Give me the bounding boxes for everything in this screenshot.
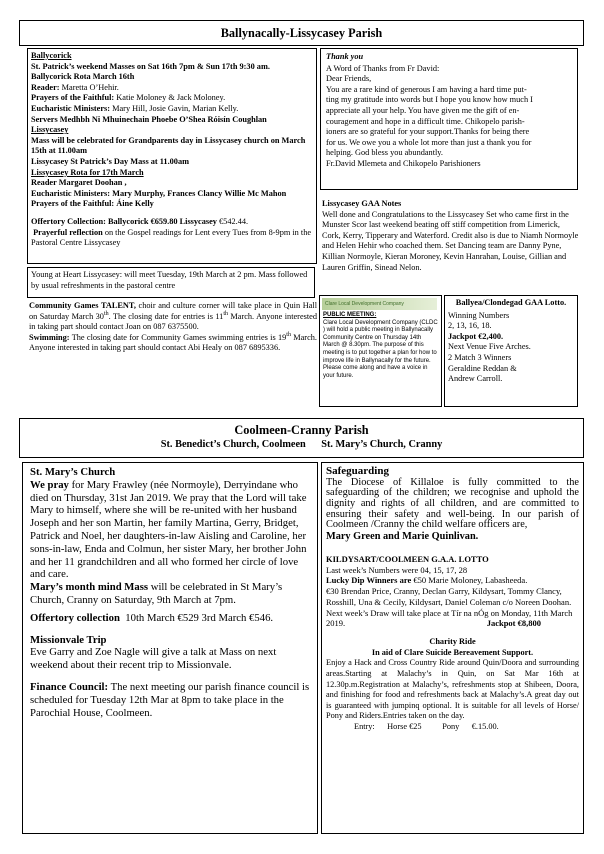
ballynacally-notices <box>28 49 316 251</box>
community-games-swimming <box>29 333 317 354</box>
missionvale-heading: Missionvale Trip <box>30 633 107 646</box>
ballycorick-servers: Servers Medhbh Ni Mhuinechain Phoebe O’Shea Róisín Coughlan <box>31 114 267 124</box>
clare-development-box <box>319 295 442 407</box>
charity-ride-subheading: In aid of Clare Suicide Bereavement Support. <box>371 647 534 657</box>
winners-30: €30 Brendan Price, Cranny, Declan Garry, Kildysart, Tommy Clancy, Rosshill, Una & Cecily, Kildysart, Daniel Coleman c/o Noreen Doohan. <box>326 586 572 607</box>
coolmeen-subtitle: St. Benedict’s Church, Coolmeen St. Mary’s Church, Cranny <box>160 439 443 450</box>
lucky-dip <box>326 575 579 586</box>
grandparents-mass: Mass will be celebrated for Grandparents day in Lissycasey church on March 15th at 11.00am <box>31 135 306 156</box>
public-meeting-heading: PUBLIC MEETING: <box>323 312 377 318</box>
ballycorick-rota: Ballycorick Rota March 16th <box>31 72 135 82</box>
lissycasey-reader: Reader Margaret Doohan , <box>31 178 127 188</box>
lissycasey-rota: Lissycasey Rota for 17th March <box>31 167 144 177</box>
community-games <box>29 301 317 407</box>
talent-label: Community Games TALENT, <box>29 301 136 310</box>
ballyea-lotto-line: Andrew Carroll. <box>448 374 503 384</box>
prayerful-label: Prayerful reflection <box>33 227 103 237</box>
we-pray-label: We pray <box>30 478 69 491</box>
prayers-names: Katie Moloney & Jack Moloney. <box>116 93 226 103</box>
young-at-heart-box <box>27 267 315 298</box>
talent-text: . The closing date for entries is 11 <box>108 311 224 321</box>
swimming-label: Swimming: <box>29 332 70 342</box>
lucky-dip-label: Lucky Dip Winners are <box>326 575 412 586</box>
talent-sup: th <box>103 310 109 317</box>
we-pray-text: for Mary Frawley (née Normoyle), Derryindane who died on Thursday, 31st Jan 2019. We pray that the Lord will take Mary to himself, where she will be re-united with her husband Joseph and her son Martin, her family Martina, Gerry, Bridget, Patrick and Noel, her daughters-in-law Aisling and Caroline, her sons-in-law, Enda and Colmun, her sister Mary, her brother John and her 11 grandchildren and all who formed her circle of love and care. <box>30 478 307 581</box>
swimming-text: The closing date for Community Games swimming entries is 19 <box>71 332 287 342</box>
offertory-coolmeen <box>30 612 311 625</box>
gaa-notes <box>322 199 580 291</box>
ballyea-lotto-line: 2 Match 3 Winners <box>448 352 512 362</box>
reader-label: Reader: <box>31 82 60 92</box>
finance-label: Finance Council: <box>30 680 109 693</box>
thank-you-heading: Thank you <box>326 52 364 61</box>
welfare-officers: Mary Green and Marie Quinlivan. <box>326 531 479 543</box>
offertory-coolmeen-label: Offertory collection <box>30 611 120 624</box>
stpatricks-mass: Lissycasey St Patrick’s Day Mass at 11.00am <box>31 156 190 166</box>
reader-name: Maretta O’Hehir. <box>61 82 119 92</box>
coolmeen-title-box <box>19 418 584 458</box>
swimming-sup: th <box>286 332 291 339</box>
missionvale-text: Eve Garry and Zoe Nagle will give a talk at Mass on next weekend about their recent trip to Missionvale. <box>30 646 277 672</box>
finance-text: The next meeting our parish finance council is scheduled for Tuesday 12th Mar at 8pm to take place in the Parochial House, Coolmeen. <box>30 680 310 719</box>
ballyea-lotto-line: Winning Numbers <box>448 310 510 320</box>
month-mind-label: Mary’s month mind Mass <box>30 581 149 594</box>
lissycasey-prayers: Prayers of the Faithful: Áine Kelly <box>31 199 154 209</box>
ministers-names: Mary Hill, Josie Gavin, Marian Kelly. <box>112 103 239 113</box>
safeguarding-box <box>321 462 584 834</box>
kildysart-lotto-title: KILDYSART/COOLMEEN G.A.A. LOTTO <box>326 553 489 564</box>
st-marys-heading: St. Mary’s Church <box>30 466 116 478</box>
talent-text: choir and culture corner will take place in Quin Hall on Saturday March 30 <box>29 301 317 321</box>
st-marys-box <box>22 462 318 834</box>
thank-you-line: ioners are so grateful for your support.Thanks for being there <box>326 127 530 137</box>
ballyea-lotto-title: Ballyea/Clondegad GAA Lotto. <box>455 298 567 307</box>
ballyea-lotto-line: 2, 13, 16, 18. <box>448 321 492 331</box>
lotto-numbers: Last week’s Numbers were 04, 15, 17, 28 <box>326 564 468 575</box>
thank-you-line: ting my gratitude into words but I hope you know how much I <box>326 95 533 105</box>
public-meeting-text: Clare Local Development Company (CLDC ) will hold a public meeting in Ballynacally Community Centre on Thursday 14th March @ 8.30pm. The purpose of this meeting is to put together a plan for how to improve life in Ballynacally for the future. Please come along and have a voice in your future. <box>323 319 438 379</box>
charity-ride-heading: Charity Ride <box>429 637 476 647</box>
community-games-talent <box>29 301 317 333</box>
offertory-coolmeen-text: 10th March €529 3rd March €546. <box>125 611 274 624</box>
logo-text: Clare Local Development Company <box>325 301 404 307</box>
finance-council <box>30 681 311 719</box>
offertory-collection <box>31 217 313 228</box>
ballycorick-heading: Ballycorick <box>31 51 72 60</box>
safeguarding-text: The Diocese of Killaloe is fully committed to the safeguarding of the children; we recognise and uphold the dignity and rights of all children, and are committed to ensuring their safety and well-being. In our parish of Coolmeen /Cranny the child welfare officers are, <box>326 476 579 531</box>
thank-you-line: helping. God bless you abundantly. <box>326 148 443 158</box>
coolmeen-title: Coolmeen-Cranny Parish <box>234 423 369 437</box>
we-pray <box>30 479 311 581</box>
gaa-notes-text: Well done and Congratulations to the Lissycasey Set who came first in the Munster Scor last weekend beating off stiff competition from Limerick, Cork, Kerry, Tipperary and Waterford. Credit also is due to Niamh Normoyle and Helen Hehir who coached them. Set Dancing team are Danny Pyne, Killian Normoyle, Kieran Moroney, Kevin Hanrahan, Louise, Gillian and Lauren Griffin, Sinead Nelon. <box>322 209 579 272</box>
ballyea-lotto-line: Jackpot €2,400. <box>448 331 504 341</box>
prayerful-reflection <box>31 228 313 249</box>
swimming-text: March. Anyone interested in taking part should contact Abi Healy on 087 6895336. <box>29 332 317 353</box>
thank-you-line: couragement and hope in a difficult time. Chikopelo parish- <box>326 116 525 126</box>
thank-you-line: A Word of Thanks from Fr David: <box>326 63 440 73</box>
thank-you-line: Fr.David Mlemeta and Chikopelo Parishioners <box>326 158 481 168</box>
gaa-notes-heading: Lissycasey GAA Notes <box>322 199 402 208</box>
ballynacally-title: Ballynacally-Lissycasey Parish <box>220 26 383 40</box>
lucky-dip-text: €50 Marie Moloney, Labasheeda. <box>413 575 528 586</box>
ballycorick-reader <box>31 83 313 94</box>
prayers-label: Prayers of the Faithful: <box>31 93 115 103</box>
ballyea-lotto-box <box>444 295 578 407</box>
talent-text: March. Anyone interested in taking part should contact Joan on 087 6375500. <box>29 311 317 332</box>
thank-you-line: Dear Friends, <box>326 74 372 84</box>
ballyea-lotto-line: Next Venue Five Arches. <box>448 342 531 352</box>
safeguarding-heading: Safeguarding <box>326 465 389 477</box>
charity-ride-text: Enjoy a Hack and Cross Country Ride around Quin/Doora and surrounding areas.Starting at Malachy’s in Quin, on Sat Mar 16th at 12.30p.m.Registration at Malachy’s, refreshments stop at Shibeen, Doora, and finishing for food and refreshments back at Malachy’s.A great day out is guaranteed with jumpinq optional. It is suitable for all levels of Horse/ Pony and Riders.Entries taken on the day. <box>326 658 579 721</box>
offertory-label: Offertory Collection: Ballycorick €659.80 Lissycasey <box>31 216 217 226</box>
prayerful-text: on the Gospel readings for Lent every Tues from 8-9pm in the Pastoral Centre Lissycasey <box>31 227 312 248</box>
thank-you-line: appreciate all your help. You have given me the gift of en- <box>326 105 520 115</box>
talent-sup: th <box>223 310 228 317</box>
ministers-label: Eucharistic Ministers: <box>31 103 111 113</box>
month-mind <box>30 581 311 607</box>
ballynacally-notices-box <box>27 48 317 264</box>
next-draw: Next week’s Draw will take place at Tír na nÓg on Monday, 11th March 2019. <box>326 607 573 629</box>
charity-ride-entry: Entry: Horse €25 Pony €.15.00. <box>354 722 499 732</box>
clare-development-logo <box>322 298 437 310</box>
ballyea-lotto-line: Geraldine Reddan & <box>448 363 517 373</box>
thank-you-line: for us. We owe you a whole lot more than just a thank you for <box>326 137 532 147</box>
thank-you-line: You are a rare kind of generous I am having a hard time put- <box>326 84 527 94</box>
offertory-lissycasey: €542.44. <box>219 216 249 226</box>
ballycorick-masses: St. Patrick’s weekend Masses on Sat 16th 7pm & Sun 17th 9:30 am. <box>31 61 270 71</box>
lotto-jackpot: Jackpot €8,800 <box>486 618 541 629</box>
thank-you-box <box>320 48 578 190</box>
lissycasey-ministers: Eucharistic Ministers: Mary Murphy, Frances Clancy Willie Mc Mahon <box>31 188 287 198</box>
month-mind-text: will be celebrated in St Mary’s Church, Cranny on Saturday, 9th March at 7pm. <box>30 581 283 606</box>
ballycorick-ministers <box>31 104 313 115</box>
lissycasey-heading: Lissycasey <box>31 125 69 135</box>
ballycorick-prayers <box>31 93 313 104</box>
ballynacally-title-box <box>19 20 584 46</box>
young-at-heart-text: Young at Heart Lissycasey: will meet Tuesday, 19th March at 2 pm. Mass followed by usual refreshments in the pastoral centre <box>31 270 308 290</box>
